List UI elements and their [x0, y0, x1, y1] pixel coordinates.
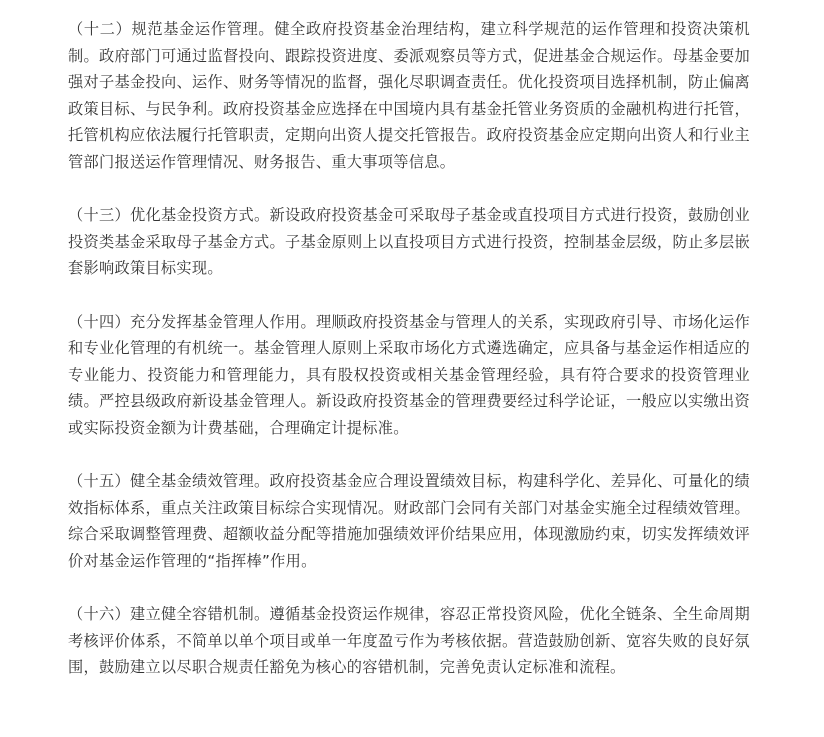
paragraph-13: （十三）优化基金投资方式。新设政府投资基金可采取母子基金或直投项目方式进行投资，鼓励创业投资类基金采取母子基金方式。子基金原则上以直投项目方式进行投资，控制基金层级，防止多层嵌套影响政策目标实现。 — [68, 206, 750, 277]
paragraph-15: （十五）健全基金绩效管理。政府投资基金应合理设置绩效目标，构建科学化、差异化、可量化的绩效指标体系，重点关注政策目标综合实现情况。财政部门会同有关部门对基金实施全过程绩效管理。综合采取调整管理费、超额收益分配等措施加强绩效评价结果应用，体现激励约束，切实发挥绩效评价对基金运作管理的“指挥棒”作用。 — [68, 472, 750, 570]
paragraph-14: （十四）充分发挥基金管理人作用。理顺政府投资基金与管理人的关系，实现政府引导、市场化运作和专业化管理的有机统一。基金管理人原则上采取市场化方式遴选确定，应具备与基金运作相适应的专业能力、投资能力和管理能力，具有股权投资或相关基金管理经验，具有符合要求的投资管理业绩。严控县级政府新设基金管理人。新设政府投资基金的管理费要经过科学论证，一般应以实缴出资或实际投资金额为计费基础，合理确定计提标准。 — [68, 312, 750, 437]
paragraph-16: （十六）建立健全容错机制。遵循基金投资运作规律，容忍正常投资风险，优化全链条、全生命周期考核评价体系，不简单以单个项目或单一年度盈亏作为考核依据。营造鼓励创新、宽容失败的良好氛围，鼓励建立以尽职合规责任豁免为核心的容错机制，完善免责认定标准和流程。 — [68, 605, 750, 676]
paragraph-12: （十二）规范基金运作管理。健全政府投资基金治理结构，建立科学规范的运作管理和投资决策机制。政府部门可通过监督投向、跟踪投资进度、委派观察员等方式，促进基金合规运作。母基金要加强对子基金投向、运作、财务等情况的监督，强化尽职调查责任。优化投资项目选择机制，防止偏离政策目标、与民争利。政府投资基金应选择在中国境内具有基金托管业务资质的金融机构进行托管，托管机构应依法履行托管职责，定期向出资人提交托管报告。政府投资基金应定期向出资人和行业主管部门报送运作管理情况、财务报告、重大事项等信息。 — [68, 20, 750, 171]
document-body — [68, 16, 750, 681]
